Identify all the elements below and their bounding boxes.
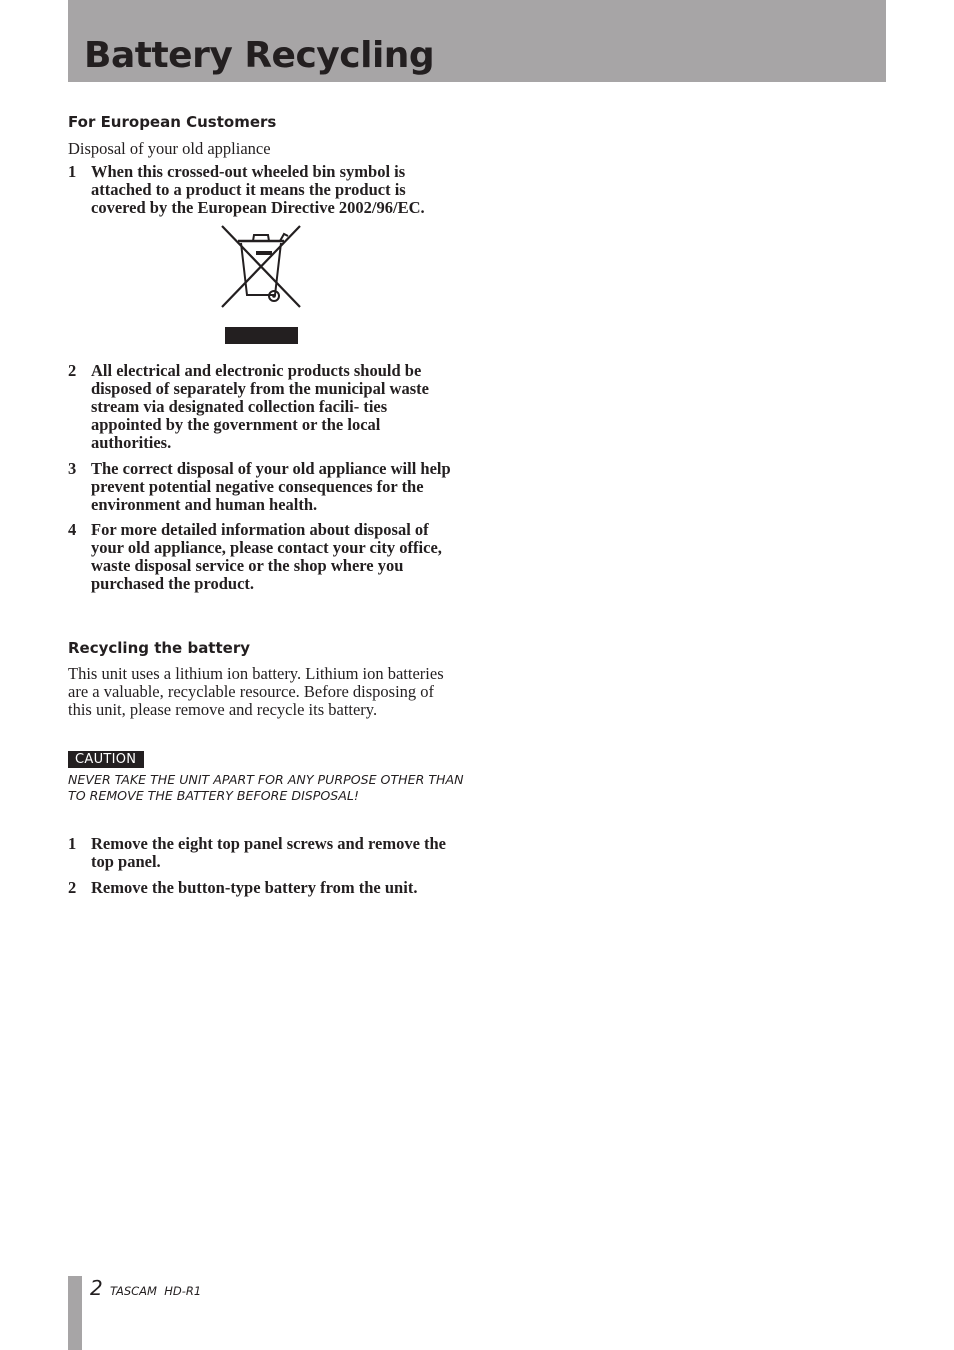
page-number: 2 bbox=[90, 1276, 103, 1300]
battery-step-2 bbox=[68, 879, 460, 897]
step-text: The correct disposal of your old appliance will help prevent potential negative consequences for the environment and human health. bbox=[91, 459, 451, 514]
step-text: Remove the eight top panel screws and remove the top panel. bbox=[91, 834, 447, 871]
battery-body-text: This unit uses a lithium ion battery. Lithium ion batteries are a valuable, recyclable resource. Before disposing of this unit, please remove and recycle its battery. bbox=[68, 664, 444, 719]
header-bar bbox=[68, 0, 886, 82]
crossed-out-wheeled-bin-icon bbox=[220, 224, 302, 346]
european-step-3 bbox=[68, 460, 460, 514]
caution-text: NEVER TAKE THE UNIT APART FOR ANY PURPOSE OTHER THAN TO REMOVE THE BATTERY BEFORE DISPOSAL! bbox=[68, 772, 464, 803]
step-number: 3 bbox=[68, 459, 77, 478]
footer-bar bbox=[68, 1276, 82, 1350]
battery-step-1 bbox=[68, 835, 460, 871]
step-number: 4 bbox=[68, 520, 77, 539]
page-title: Battery Recycling bbox=[84, 35, 435, 76]
step-text: For more detailed information about disposal of your old appliance, please contact your city office, waste disposal service or the shop where you purchased the product. bbox=[91, 520, 442, 593]
step-text: Remove the button-type battery from the unit. bbox=[91, 878, 418, 897]
european-step-2 bbox=[68, 362, 460, 452]
step-text: When this crossed-out wheeled bin symbol is attached to a product it means the product is covered by the European Directive 2002/96/EC. bbox=[91, 162, 425, 217]
step-number: 1 bbox=[68, 162, 77, 181]
step-text: All electrical and electronic products should be disposed of separately from the municipal waste stream via designated collection facili- ties appointed by the government or the local authorities. bbox=[91, 361, 429, 452]
step-number: 1 bbox=[68, 834, 77, 853]
european-step-4 bbox=[68, 521, 460, 593]
recycling-battery-heading: Recycling the battery bbox=[68, 639, 250, 657]
step-number: 2 bbox=[68, 361, 77, 380]
caution-badge: CAUTION bbox=[68, 751, 144, 768]
footer-product-name: TASCAM HD-R1 bbox=[110, 1284, 202, 1298]
european-customers-heading: For European Customers bbox=[68, 113, 277, 131]
european-step-1 bbox=[68, 163, 460, 217]
disposal-intro: Disposal of your old appliance bbox=[68, 139, 271, 158]
step-number: 2 bbox=[68, 878, 77, 897]
